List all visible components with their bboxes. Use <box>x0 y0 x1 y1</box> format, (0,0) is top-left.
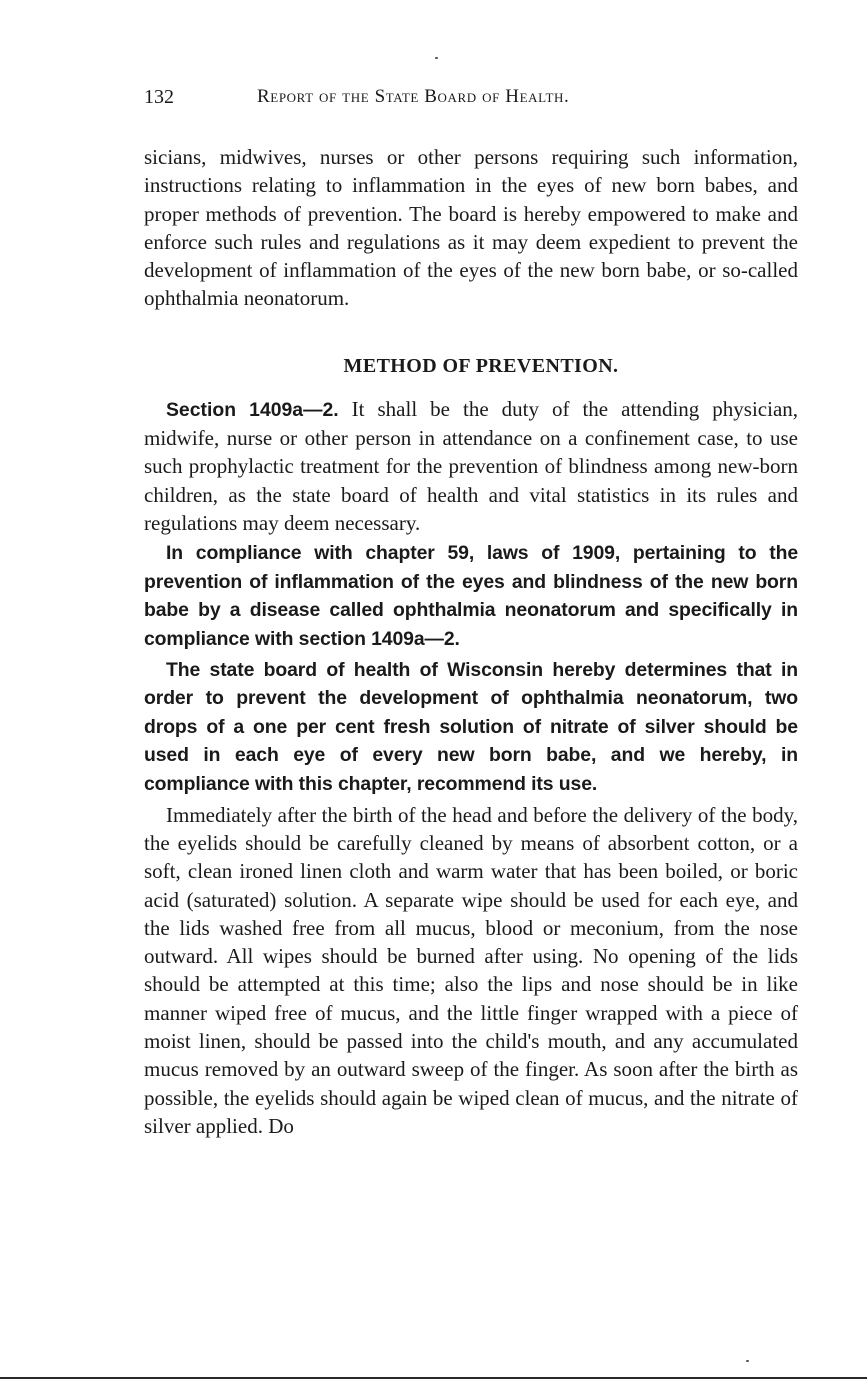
section-text: It shall be the duty of the attending physician, midwife, nurse or other person in attendance on a confinement case, to use such prophylactic treatment for the prevention of blindness among new-born children, as the state board of health and vital statistics in its rules and regulations may deem necessary. <box>144 396 799 535</box>
page-bottom-edge <box>0 1377 867 1379</box>
page-number: 132 <box>144 86 174 108</box>
running-title: Report of the State Board of Health. <box>257 86 570 107</box>
paragraph-section-1409a <box>144 395 798 537</box>
paragraph-determination: The state board of health of Wisconsin hereby determines that in order to prevent the development of ophthalmia neonatorum, two drops of a one per cent fresh solution of nitrate of silver should be used in each eye of every new born babe, and we hereby, in compliance with this chapter, recommend its use. <box>144 658 798 796</box>
section-heading: METHOD OF PREVENTION. <box>343 354 619 377</box>
section-label: Section 1409a—2. <box>166 398 339 421</box>
document-page <box>144 86 798 1140</box>
paragraph-compliance: In compliance with chapter 59, laws of 1909, pertaining to the prevention of inflammation of the eyes and blindness of the new born babe by a disease called ophthalmia neonatorum and specifically in compliance with section 1409a—2. <box>144 542 798 651</box>
scan-speck <box>746 1360 749 1362</box>
running-header <box>144 86 798 116</box>
paragraph-continuation: sicians, midwives, nurses or other persons requiring such information, instructions relating to inflammation in the eyes of new born babes, and proper methods of prevention. The board is hereby empowered to make and enforce such rules and regulations as it may deem expedient to prevent the development of inflammation of the eyes of the new born babe, or so-called ophthalmia neonatorum. <box>144 145 798 311</box>
paragraph-instructions: Immediately after the birth of the head and before the delivery of the body, the eyelids should be carefully cleaned by means of absorbent cotton, or a soft, clean ironed linen cloth and warm water that has been boiled, or boric acid (saturated) solution. A separate wipe should be used for each eye, and the lids washed free from all mucus, blood or meconium, from the nose outward. All wipes should be burned after using. No opening of the lids should be attempted at this time; also the lips and nose should be in like manner wiped free of mucus, and the little finger wrapped with a piece of moist linen, should be passed into the child's mouth, and any accumulated mucus removed by an outward sweep of the finger. As soon after the birth as possible, the eyelids should again be wiped clean of mucus, and the nitrate of silver applied. Do <box>144 802 798 1138</box>
scan-speck <box>435 57 438 59</box>
